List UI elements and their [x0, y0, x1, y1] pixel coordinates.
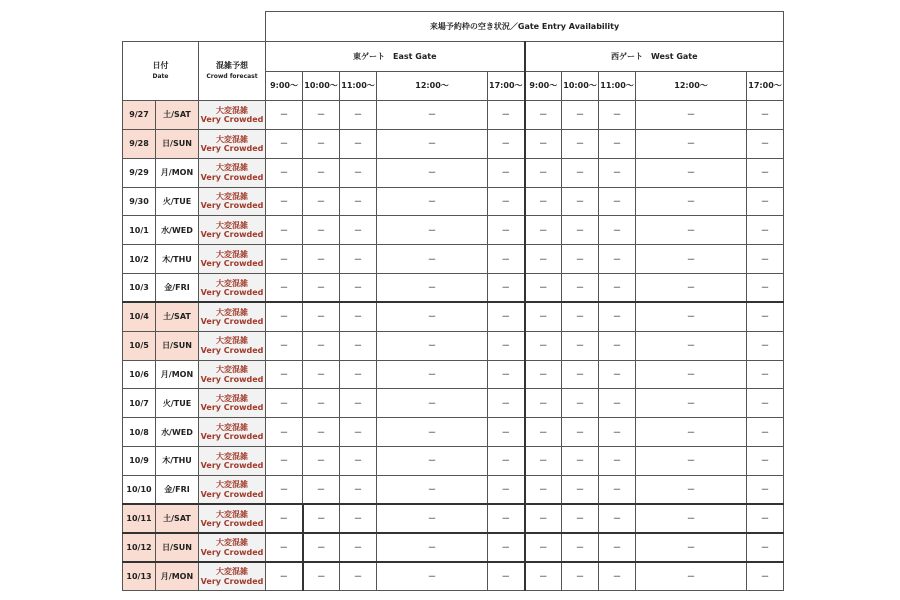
west-time-17: 17:00～ — [747, 72, 784, 101]
forecast-en: Very Crowded — [200, 403, 264, 413]
east-slot-12: － — [377, 475, 488, 504]
east-slot-11: － — [340, 245, 377, 274]
east-gate-header: 東ゲート East Gate — [266, 42, 525, 72]
west-slot-10: － — [562, 447, 599, 476]
east-slot-10: － — [303, 129, 340, 158]
west-slot-11: － — [599, 216, 636, 245]
forecast-en: Very Crowded — [200, 114, 264, 124]
west-slot-11: － — [599, 504, 636, 533]
east-slot-11: － — [340, 533, 377, 562]
west-slot-17: － — [747, 418, 784, 447]
east-time-17: 17:00～ — [488, 72, 525, 101]
table-row — [123, 360, 784, 389]
east-slot-10: － — [303, 274, 340, 303]
east-slot-10: － — [303, 562, 340, 591]
west-slot-11: － — [599, 562, 636, 591]
east-slot-9: － — [266, 274, 303, 303]
weekday-cell: 日/SUN — [156, 331, 199, 360]
weekday-cell: 日/SUN — [156, 533, 199, 562]
table-row — [123, 447, 784, 476]
west-slot-11: － — [599, 360, 636, 389]
east-slot-10: － — [303, 533, 340, 562]
west-slot-12: － — [636, 101, 747, 130]
table-row — [123, 101, 784, 130]
west-slot-17: － — [747, 129, 784, 158]
forecast-jp: 大変混雑 — [216, 134, 249, 144]
west-slot-17: － — [747, 302, 784, 331]
forecast-jp: 大変混雑 — [216, 567, 249, 577]
forecast-jp: 大変混雑 — [216, 394, 249, 404]
west-slot-12: － — [636, 475, 747, 504]
east-slot-17: － — [488, 158, 525, 187]
east-slot-12: － — [377, 418, 488, 447]
east-slot-12: － — [377, 101, 488, 130]
east-slot-9: － — [266, 187, 303, 216]
date-cell: 10/4 — [123, 302, 156, 331]
forecast-cell — [199, 533, 266, 562]
weekday-cell: 水/WED — [156, 216, 199, 245]
west-time-11: 11:00～ — [599, 72, 636, 101]
forecast-jp: 大変混雑 — [216, 336, 249, 346]
west-slot-9: － — [525, 533, 562, 562]
west-gate-header: 西ゲート West Gate — [525, 42, 784, 72]
west-slot-9: － — [525, 447, 562, 476]
west-time-12: 12:00～ — [636, 72, 747, 101]
east-slot-17: － — [488, 389, 525, 418]
west-slot-10: － — [562, 533, 599, 562]
west-slot-11: － — [599, 302, 636, 331]
west-slot-9: － — [525, 187, 562, 216]
east-slot-10: － — [303, 216, 340, 245]
date-cell: 10/9 — [123, 447, 156, 476]
east-slot-17: － — [488, 533, 525, 562]
date-cell: 10/7 — [123, 389, 156, 418]
west-slot-9: － — [525, 302, 562, 331]
date-cell: 10/10 — [123, 475, 156, 504]
weekday-cell: 金/FRI — [156, 274, 199, 303]
west-slot-12: － — [636, 418, 747, 447]
date-cell: 9/30 — [123, 187, 156, 216]
weekday-cell: 木/THU — [156, 245, 199, 274]
east-slot-11: － — [340, 274, 377, 303]
east-slot-11: － — [340, 447, 377, 476]
weekday-cell: 土/SAT — [156, 504, 199, 533]
east-slot-11: － — [340, 302, 377, 331]
west-slot-11: － — [599, 245, 636, 274]
west-slot-11: － — [599, 158, 636, 187]
date-cell: 10/8 — [123, 418, 156, 447]
east-slot-10: － — [303, 158, 340, 187]
date-cell: 10/2 — [123, 245, 156, 274]
east-slot-12: － — [377, 158, 488, 187]
table-row — [123, 562, 784, 591]
east-slot-9: － — [266, 533, 303, 562]
west-slot-17: － — [747, 331, 784, 360]
east-slot-11: － — [340, 504, 377, 533]
west-slot-11: － — [599, 447, 636, 476]
east-slot-10: － — [303, 389, 340, 418]
forecast-jp: 大変混雑 — [216, 105, 249, 115]
forecast-cell — [199, 475, 266, 504]
west-slot-10: － — [562, 274, 599, 303]
west-slot-10: － — [562, 245, 599, 274]
east-slot-11: － — [340, 475, 377, 504]
forecast-en: Very Crowded — [200, 489, 264, 499]
west-slot-11: － — [599, 389, 636, 418]
east-slot-17: － — [488, 562, 525, 591]
west-slot-12: － — [636, 158, 747, 187]
forecast-label-jp: 混雑予想 — [216, 60, 249, 70]
date-cell: 10/3 — [123, 274, 156, 303]
weekday-cell: 金/FRI — [156, 475, 199, 504]
east-slot-9: － — [266, 389, 303, 418]
west-slot-10: － — [562, 101, 599, 130]
forecast-en: Very Crowded — [200, 230, 264, 240]
forecast-jp: 大変混雑 — [216, 163, 249, 173]
east-slot-9: － — [266, 129, 303, 158]
west-slot-12: － — [636, 504, 747, 533]
forecast-jp: 大変混雑 — [216, 365, 249, 375]
table-row — [123, 216, 784, 245]
west-slot-12: － — [636, 187, 747, 216]
west-slot-10: － — [562, 331, 599, 360]
forecast-cell — [199, 302, 266, 331]
forecast-cell — [199, 360, 266, 389]
forecast-cell — [199, 187, 266, 216]
forecast-jp: 大変混雑 — [216, 423, 249, 433]
east-slot-9: － — [266, 101, 303, 130]
table-row — [123, 533, 784, 562]
east-slot-10: － — [303, 447, 340, 476]
east-time-12: 12:00～ — [377, 72, 488, 101]
west-slot-17: － — [747, 447, 784, 476]
east-slot-17: － — [488, 129, 525, 158]
west-time-10: 10:00～ — [562, 72, 599, 101]
west-slot-17: － — [747, 475, 784, 504]
weekday-cell: 土/SAT — [156, 302, 199, 331]
weekday-cell: 火/TUE — [156, 187, 199, 216]
west-slot-10: － — [562, 129, 599, 158]
title-row — [123, 12, 784, 42]
east-slot-9: － — [266, 158, 303, 187]
east-slot-12: － — [377, 129, 488, 158]
west-slot-9: － — [525, 101, 562, 130]
forecast-cell — [199, 562, 266, 591]
east-slot-12: － — [377, 447, 488, 476]
table-row — [123, 158, 784, 187]
west-slot-11: － — [599, 129, 636, 158]
west-slot-12: － — [636, 331, 747, 360]
east-slot-10: － — [303, 101, 340, 130]
forecast-jp: 大変混雑 — [216, 192, 249, 202]
date-cell: 10/1 — [123, 216, 156, 245]
east-slot-17: － — [488, 475, 525, 504]
west-slot-17: － — [747, 101, 784, 130]
east-slot-10: － — [303, 331, 340, 360]
east-slot-17: － — [488, 418, 525, 447]
west-slot-12: － — [636, 274, 747, 303]
forecast-jp: 大変混雑 — [216, 451, 249, 461]
forecast-cell — [199, 158, 266, 187]
date-cell: 10/11 — [123, 504, 156, 533]
west-slot-17: － — [747, 187, 784, 216]
west-slot-9: － — [525, 360, 562, 389]
table-row — [123, 389, 784, 418]
east-slot-12: － — [377, 504, 488, 533]
east-slot-12: － — [377, 302, 488, 331]
west-slot-12: － — [636, 302, 747, 331]
forecast-jp: 大変混雑 — [216, 278, 249, 288]
east-slot-9: － — [266, 360, 303, 389]
forecast-en: Very Crowded — [200, 201, 264, 211]
forecast-cell — [199, 101, 266, 130]
blank-corner — [123, 12, 266, 42]
west-slot-17: － — [747, 504, 784, 533]
forecast-jp: 大変混雑 — [216, 509, 249, 519]
east-slot-17: － — [488, 245, 525, 274]
forecast-en: Very Crowded — [200, 547, 264, 557]
east-slot-11: － — [340, 158, 377, 187]
east-slot-10: － — [303, 418, 340, 447]
east-slot-12: － — [377, 187, 488, 216]
east-slot-11: － — [340, 129, 377, 158]
west-slot-9: － — [525, 475, 562, 504]
west-slot-12: － — [636, 360, 747, 389]
west-slot-17: － — [747, 533, 784, 562]
forecast-jp: 大変混雑 — [216, 249, 249, 259]
forecast-en: Very Crowded — [200, 317, 264, 327]
west-slot-12: － — [636, 389, 747, 418]
east-slot-17: － — [488, 274, 525, 303]
east-slot-12: － — [377, 562, 488, 591]
east-slot-17: － — [488, 216, 525, 245]
forecast-en: Very Crowded — [200, 461, 264, 471]
west-slot-12: － — [636, 533, 747, 562]
west-slot-11: － — [599, 331, 636, 360]
east-slot-11: － — [340, 418, 377, 447]
east-slot-11: － — [340, 101, 377, 130]
forecast-en: Very Crowded — [200, 259, 264, 269]
west-slot-11: － — [599, 418, 636, 447]
forecast-jp: 大変混雑 — [216, 480, 249, 490]
east-slot-10: － — [303, 475, 340, 504]
forecast-en: Very Crowded — [200, 518, 264, 528]
forecast-en: Very Crowded — [200, 287, 264, 297]
date-cell: 10/13 — [123, 562, 156, 591]
east-slot-9: － — [266, 475, 303, 504]
west-slot-10: － — [562, 302, 599, 331]
forecast-header — [199, 42, 266, 101]
west-slot-9: － — [525, 274, 562, 303]
east-slot-12: － — [377, 245, 488, 274]
west-slot-11: － — [599, 274, 636, 303]
west-slot-9: － — [525, 216, 562, 245]
west-slot-17: － — [747, 389, 784, 418]
west-slot-11: － — [599, 475, 636, 504]
weekday-cell: 水/WED — [156, 418, 199, 447]
forecast-cell — [199, 447, 266, 476]
weekday-cell: 火/TUE — [156, 389, 199, 418]
west-slot-9: － — [525, 129, 562, 158]
east-slot-11: － — [340, 360, 377, 389]
east-slot-10: － — [303, 504, 340, 533]
forecast-cell — [199, 504, 266, 533]
east-slot-9: － — [266, 504, 303, 533]
weekday-cell: 土/SAT — [156, 101, 199, 130]
weekday-cell: 木/THU — [156, 447, 199, 476]
west-slot-9: － — [525, 245, 562, 274]
west-slot-10: － — [562, 158, 599, 187]
forecast-en: Very Crowded — [200, 432, 264, 442]
availability-title: 来場予約枠の空き状況／Gate Entry Availability — [266, 12, 784, 42]
east-slot-11: － — [340, 187, 377, 216]
east-slot-12: － — [377, 216, 488, 245]
forecast-cell — [199, 331, 266, 360]
west-slot-9: － — [525, 389, 562, 418]
date-label-en: Date — [152, 73, 169, 81]
east-slot-9: － — [266, 447, 303, 476]
weekday-cell: 月/MON — [156, 158, 199, 187]
table-row — [123, 418, 784, 447]
east-time-9: 9:00～ — [266, 72, 303, 101]
west-slot-10: － — [562, 389, 599, 418]
west-slot-11: － — [599, 187, 636, 216]
east-time-10: 10:00～ — [303, 72, 340, 101]
forecast-cell — [199, 245, 266, 274]
date-cell: 10/5 — [123, 331, 156, 360]
forecast-en: Very Crowded — [200, 345, 264, 355]
west-slot-12: － — [636, 129, 747, 158]
west-slot-10: － — [562, 418, 599, 447]
east-slot-17: － — [488, 360, 525, 389]
east-slot-10: － — [303, 187, 340, 216]
forecast-en: Very Crowded — [200, 172, 264, 182]
east-slot-11: － — [340, 562, 377, 591]
east-slot-10: － — [303, 360, 340, 389]
east-slot-12: － — [377, 389, 488, 418]
east-slot-11: － — [340, 331, 377, 360]
west-slot-9: － — [525, 418, 562, 447]
date-cell: 10/12 — [123, 533, 156, 562]
west-slot-10: － — [562, 360, 599, 389]
forecast-cell — [199, 389, 266, 418]
weekday-cell: 月/MON — [156, 360, 199, 389]
west-slot-17: － — [747, 562, 784, 591]
west-slot-10: － — [562, 187, 599, 216]
west-slot-17: － — [747, 245, 784, 274]
forecast-en: Very Crowded — [200, 374, 264, 384]
gate-availability-table — [122, 11, 784, 591]
date-cell: 9/29 — [123, 158, 156, 187]
forecast-label-en: Crowd forecast — [206, 73, 258, 81]
west-slot-12: － — [636, 245, 747, 274]
forecast-jp: 大変混雑 — [216, 221, 249, 231]
west-slot-9: － — [525, 158, 562, 187]
east-slot-17: － — [488, 447, 525, 476]
east-slot-17: － — [488, 504, 525, 533]
date-cell: 10/6 — [123, 360, 156, 389]
east-slot-11: － — [340, 389, 377, 418]
table-row — [123, 274, 784, 303]
forecast-cell — [199, 418, 266, 447]
forecast-cell — [199, 129, 266, 158]
forecast-en: Very Crowded — [200, 143, 264, 153]
forecast-cell — [199, 274, 266, 303]
east-slot-9: － — [266, 245, 303, 274]
east-slot-17: － — [488, 331, 525, 360]
forecast-jp: 大変混雑 — [216, 307, 249, 317]
west-slot-11: － — [599, 101, 636, 130]
west-slot-12: － — [636, 216, 747, 245]
west-slot-11: － — [599, 533, 636, 562]
east-time-11: 11:00～ — [340, 72, 377, 101]
west-slot-12: － — [636, 562, 747, 591]
table-row — [123, 245, 784, 274]
weekday-cell: 日/SUN — [156, 129, 199, 158]
gate-row — [123, 42, 784, 72]
east-slot-17: － — [488, 187, 525, 216]
east-slot-12: － — [377, 274, 488, 303]
date-label-jp: 日付 — [152, 60, 169, 70]
west-slot-9: － — [525, 504, 562, 533]
west-slot-9: － — [525, 562, 562, 591]
east-slot-10: － — [303, 302, 340, 331]
date-header — [123, 42, 199, 101]
forecast-jp: 大変混雑 — [216, 538, 249, 548]
east-slot-12: － — [377, 533, 488, 562]
west-slot-10: － — [562, 475, 599, 504]
table-row — [123, 187, 784, 216]
west-slot-10: － — [562, 504, 599, 533]
west-slot-10: － — [562, 562, 599, 591]
table-row — [123, 129, 784, 158]
date-cell: 9/28 — [123, 129, 156, 158]
west-slot-17: － — [747, 158, 784, 187]
east-slot-9: － — [266, 562, 303, 591]
weekday-cell: 月/MON — [156, 562, 199, 591]
east-slot-11: － — [340, 216, 377, 245]
table-row — [123, 302, 784, 331]
east-slot-17: － — [488, 302, 525, 331]
east-slot-9: － — [266, 418, 303, 447]
east-slot-9: － — [266, 331, 303, 360]
west-slot-12: － — [636, 447, 747, 476]
table-row — [123, 475, 784, 504]
west-slot-17: － — [747, 274, 784, 303]
east-slot-17: － — [488, 101, 525, 130]
east-slot-9: － — [266, 216, 303, 245]
forecast-en: Very Crowded — [200, 576, 264, 586]
west-time-9: 9:00～ — [525, 72, 562, 101]
east-slot-9: － — [266, 302, 303, 331]
west-slot-17: － — [747, 360, 784, 389]
east-slot-12: － — [377, 331, 488, 360]
date-cell: 9/27 — [123, 101, 156, 130]
west-slot-10: － — [562, 216, 599, 245]
east-slot-12: － — [377, 360, 488, 389]
forecast-cell — [199, 216, 266, 245]
table-row — [123, 504, 784, 533]
west-slot-9: － — [525, 331, 562, 360]
east-slot-10: － — [303, 245, 340, 274]
west-slot-17: － — [747, 216, 784, 245]
table-row — [123, 331, 784, 360]
